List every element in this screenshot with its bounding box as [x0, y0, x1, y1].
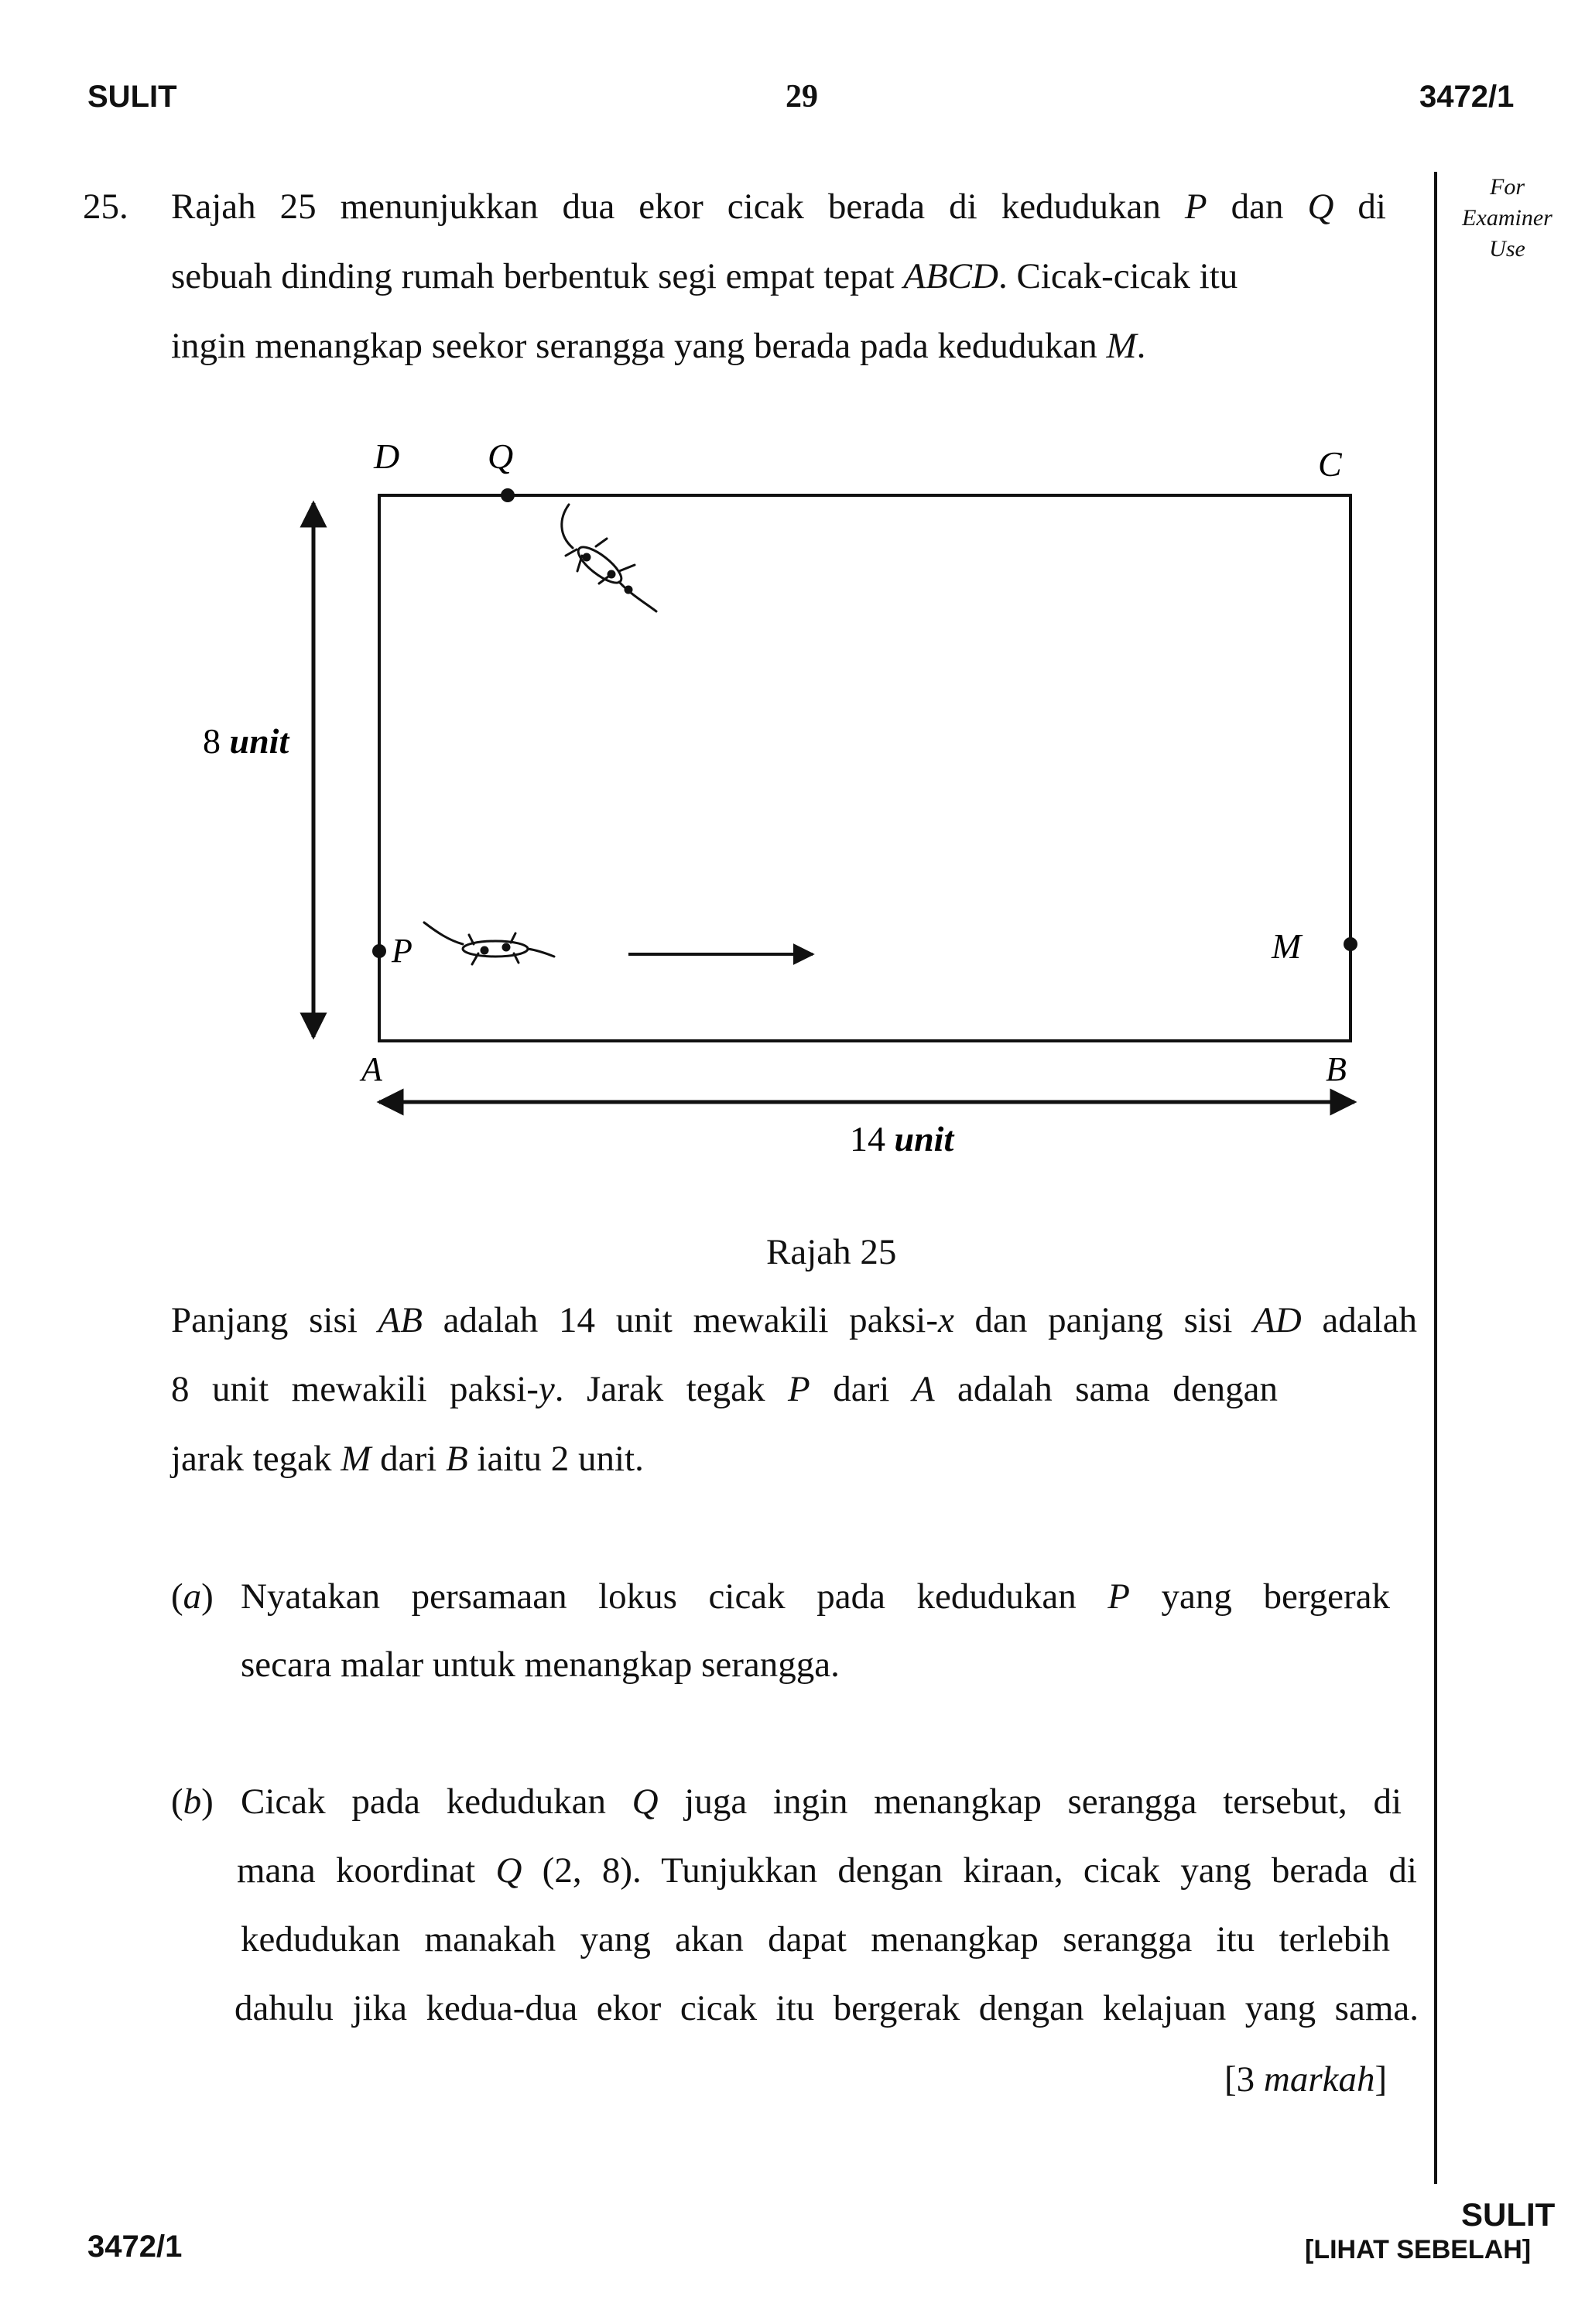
marks: [3 markah]	[1224, 2059, 1388, 2100]
examiner-note-line: For	[1490, 174, 1525, 200]
examiner-note-line: Use	[1489, 236, 1525, 262]
figure-caption: Rajah 25	[766, 1232, 897, 1272]
part-a-line: secara malar untuk menangkap serangga.	[241, 1645, 840, 1685]
part-a-line: Nyatakan persamaan lokus cicak pada kedudukan P yang bergerak	[241, 1576, 1390, 1617]
footer-next-page: [LIHAT SEBELAH]	[1305, 2235, 1532, 2264]
question-number: 25.	[83, 187, 128, 227]
part-b-line: kedudukan manakah yang akan dapat menangkap serangga itu terlebih	[241, 1919, 1390, 1959]
label-a: A	[361, 1050, 382, 1088]
intro-line: Rajah 25 menunjukkan dua ekor cicak berada di kedudukan P dan Q di	[171, 187, 1386, 227]
part-b-line: Cicak pada kedudukan Q juga ingin menangkap serangga tersebut, di	[241, 1782, 1402, 1822]
lizard-p-icon	[424, 922, 554, 964]
description-line: 8 unit mewakili paksi-y. Jarak tegak P dari A adalah sama dengan	[171, 1369, 1279, 1409]
lizard-q-icon	[562, 505, 656, 611]
label-m: M	[1272, 926, 1302, 966]
part-b-line: mana koordinat Q (2, 8). Tunjukkan dengan kiraan, cicak yang berada di	[237, 1850, 1417, 1891]
examiner-margin-rule	[1434, 172, 1437, 2184]
page-number: 29	[786, 79, 818, 115]
footer-sulit: SULIT	[1461, 2196, 1556, 2233]
height-label: 8 unit	[203, 721, 289, 761]
label-c: C	[1318, 444, 1342, 484]
label-d: D	[374, 436, 400, 476]
figure-rajah-25	[0, 418, 1432, 1192]
point-m	[1344, 937, 1357, 951]
point-p	[372, 944, 386, 958]
footer-code: 3472/1	[87, 2230, 183, 2264]
label-p: P	[392, 932, 413, 970]
width-label: 14 unit	[850, 1119, 954, 1159]
examiner-note	[1440, 172, 1575, 265]
part-b-line: dahulu jika kedua-dua ekor cicak itu bergerak dengan kelajuan yang sama.	[234, 1988, 1419, 2028]
intro-line: sebuah dinding rumah berbentuk segi empat tepat ABCD. Cicak-cicak itu	[171, 256, 1238, 296]
point-q	[501, 488, 515, 502]
rectangle-abcd	[379, 495, 1351, 1041]
label-b: B	[1326, 1050, 1347, 1088]
part-b-label: (b)	[171, 1782, 214, 1822]
description-line: Panjang sisi AB adalah 14 unit mewakili paksi-x dan panjang sisi AD adalah	[171, 1300, 1418, 1340]
label-q: Q	[488, 436, 514, 476]
header-sulit: SULIT	[87, 80, 177, 114]
header-code: 3472/1	[1419, 80, 1515, 114]
examiner-note-line: Examiner	[1462, 205, 1552, 231]
part-a-label: (a)	[171, 1576, 214, 1617]
intro-line: ingin menangkap seekor serangga yang berada pada kedudukan M.	[171, 326, 1146, 366]
description-line: jarak tegak M dari B iaitu 2 unit.	[171, 1439, 644, 1479]
